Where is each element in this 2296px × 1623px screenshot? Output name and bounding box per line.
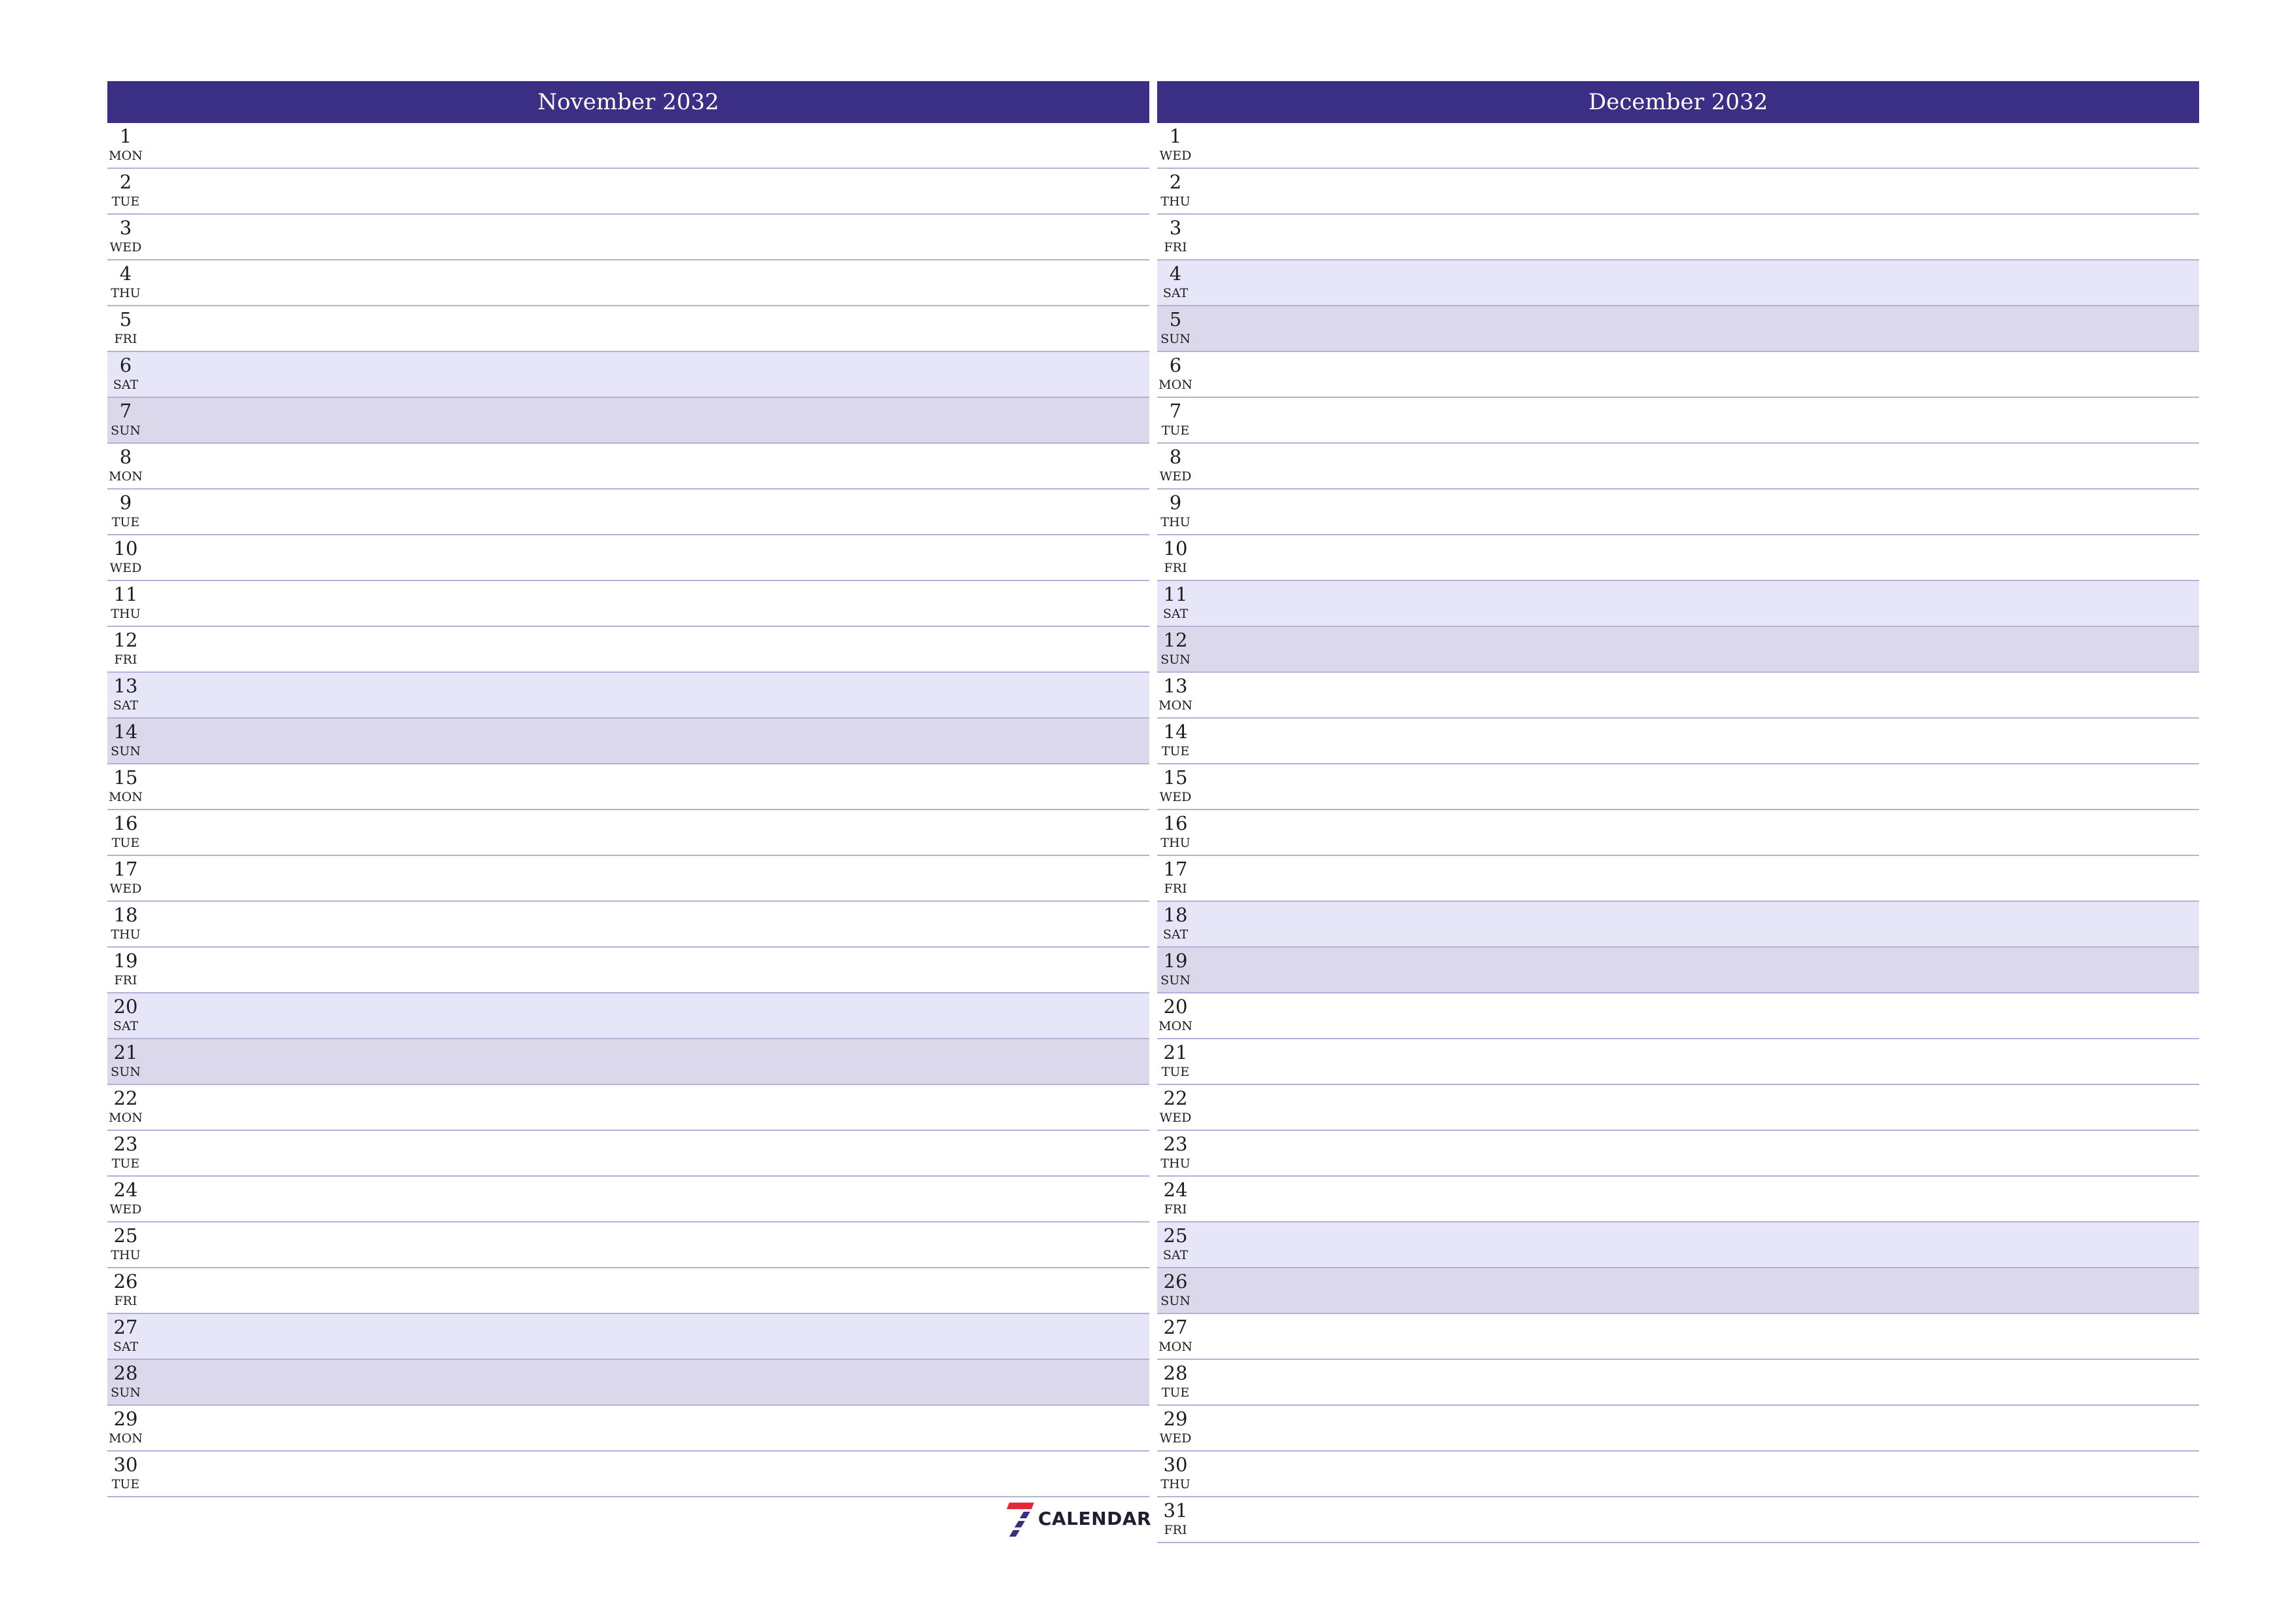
day-list xyxy=(1157,123,2199,1543)
weekday-label: TUE xyxy=(1161,1065,1190,1079)
weekday-label: SUN xyxy=(111,1385,141,1400)
weekday-label: WED xyxy=(1159,1431,1192,1446)
weekday-label: SAT xyxy=(113,1340,139,1354)
day-number: 18 xyxy=(1163,904,1188,926)
day-number: 12 xyxy=(1163,629,1188,651)
day-number: 20 xyxy=(1163,995,1188,1018)
day-number: 25 xyxy=(113,1224,138,1247)
weekday-label: TUE xyxy=(1161,1385,1190,1400)
weekday-label: WED xyxy=(109,1202,142,1217)
weekday-label: TUE xyxy=(111,1477,140,1491)
day-number: 26 xyxy=(1163,1270,1188,1293)
day-number: 10 xyxy=(1163,537,1188,560)
weekday-label: MON xyxy=(109,469,143,484)
day-row xyxy=(107,1085,1149,1131)
month-december xyxy=(1157,81,2199,1543)
day-row xyxy=(107,719,1149,764)
day-row xyxy=(107,993,1149,1039)
day-row xyxy=(107,444,1149,490)
day-row xyxy=(1157,306,2199,352)
weekday-label: SAT xyxy=(1162,286,1189,300)
weekday-label: FRI xyxy=(1164,561,1187,575)
day-number: 29 xyxy=(113,1408,138,1430)
month-title: November 2032 xyxy=(107,81,1149,123)
day-row xyxy=(107,1268,1149,1314)
weekday-label: WED xyxy=(1159,790,1192,804)
day-row xyxy=(107,581,1149,627)
day-number: 21 xyxy=(1163,1041,1188,1063)
day-number: 8 xyxy=(1169,446,1182,468)
day-row xyxy=(1157,719,2199,764)
weekday-label: FRI xyxy=(114,973,137,988)
day-number: 29 xyxy=(1163,1408,1188,1430)
day-row xyxy=(107,306,1149,352)
weekday-label: WED xyxy=(109,240,142,255)
day-number: 19 xyxy=(1163,950,1188,972)
day-number: 1 xyxy=(119,125,132,147)
day-row xyxy=(1157,398,2199,444)
day-number: 27 xyxy=(113,1316,138,1338)
day-number: 24 xyxy=(1163,1179,1188,1201)
day-number: 15 xyxy=(113,766,138,789)
day-row xyxy=(107,123,1149,169)
day-number: 13 xyxy=(1163,675,1188,697)
day-row xyxy=(107,352,1149,398)
weekday-label: TUE xyxy=(111,836,140,850)
weekday-label: MON xyxy=(109,790,143,804)
weekday-label: TUE xyxy=(1161,423,1190,438)
day-row xyxy=(1157,810,2199,856)
day-row xyxy=(1157,444,2199,490)
day-row xyxy=(1157,215,2199,260)
weekday-label: WED xyxy=(109,882,142,896)
day-row xyxy=(1157,948,2199,993)
weekday-label: WED xyxy=(1159,1111,1192,1125)
day-number: 3 xyxy=(119,217,132,239)
day-number: 6 xyxy=(119,354,132,376)
day-number: 8 xyxy=(119,446,132,468)
day-row xyxy=(107,490,1149,535)
day-row xyxy=(107,1039,1149,1085)
day-number: 4 xyxy=(1169,262,1182,285)
day-number: 18 xyxy=(113,904,138,926)
day-number: 22 xyxy=(1163,1087,1188,1109)
day-row xyxy=(107,1406,1149,1452)
weekday-label: SAT xyxy=(1162,927,1189,942)
weekday-label: SUN xyxy=(111,1065,141,1079)
weekday-label: TUE xyxy=(111,515,140,529)
weekday-label: FRI xyxy=(1164,882,1187,896)
day-number: 16 xyxy=(113,812,138,834)
weekday-label: MON xyxy=(1158,1019,1193,1033)
day-number: 23 xyxy=(113,1133,138,1155)
day-row xyxy=(107,1222,1149,1268)
weekday-label: MON xyxy=(1158,378,1193,392)
day-number: 30 xyxy=(1163,1454,1188,1476)
day-row xyxy=(1157,123,2199,169)
day-number: 2 xyxy=(1169,171,1182,193)
day-row xyxy=(107,260,1149,306)
weekday-label: SUN xyxy=(111,744,141,758)
day-row xyxy=(107,1131,1149,1177)
weekday-label: FRI xyxy=(114,332,137,346)
day-row xyxy=(1157,260,2199,306)
day-row xyxy=(1157,169,2199,215)
day-number: 2 xyxy=(119,171,132,193)
day-row xyxy=(1157,856,2199,902)
day-number: 17 xyxy=(113,858,138,880)
weekday-label: FRI xyxy=(114,1294,137,1308)
weekday-label: SAT xyxy=(113,1019,139,1033)
weekday-label: MON xyxy=(109,149,143,163)
weekday-label: THU xyxy=(111,927,141,942)
day-number: 14 xyxy=(113,721,138,743)
weekday-label: THU xyxy=(1160,836,1191,850)
day-row xyxy=(107,1360,1149,1406)
day-row xyxy=(107,398,1149,444)
weekday-label: SAT xyxy=(113,698,139,713)
day-row xyxy=(1157,1222,2199,1268)
weekday-label: TUE xyxy=(111,1156,140,1171)
weekday-label: THU xyxy=(111,607,141,621)
day-number: 30 xyxy=(113,1454,138,1476)
weekday-label: SUN xyxy=(1160,332,1191,346)
day-row xyxy=(1157,1131,2199,1177)
day-number: 10 xyxy=(113,537,138,560)
weekday-label: TUE xyxy=(111,194,140,209)
day-row xyxy=(1157,1406,2199,1452)
day-row xyxy=(1157,993,2199,1039)
day-row xyxy=(1157,1177,2199,1222)
day-row xyxy=(107,673,1149,719)
weekday-label: WED xyxy=(1159,149,1192,163)
day-row xyxy=(1157,1497,2199,1543)
weekday-label: MON xyxy=(109,1431,143,1446)
day-row xyxy=(1157,490,2199,535)
weekday-label: SUN xyxy=(1160,652,1191,667)
day-row xyxy=(107,627,1149,673)
day-number: 17 xyxy=(1163,858,1188,880)
weekday-label: SAT xyxy=(113,378,139,392)
day-row xyxy=(107,1314,1149,1360)
day-number: 12 xyxy=(113,629,138,651)
weekday-label: WED xyxy=(1159,469,1192,484)
day-number: 6 xyxy=(1169,354,1182,376)
day-row xyxy=(107,169,1149,215)
day-row xyxy=(107,1452,1149,1497)
weekday-label: FRI xyxy=(1164,1523,1187,1537)
day-number: 20 xyxy=(113,995,138,1018)
day-row xyxy=(1157,352,2199,398)
day-row xyxy=(1157,673,2199,719)
weekday-label: MON xyxy=(1158,698,1193,713)
day-row xyxy=(1157,1452,2199,1497)
day-number: 28 xyxy=(1163,1362,1188,1384)
day-row xyxy=(107,1177,1149,1222)
weekday-label: THU xyxy=(1160,515,1191,529)
day-list xyxy=(107,123,1149,1497)
day-number: 16 xyxy=(1163,812,1188,834)
weekday-label: FRI xyxy=(114,652,137,667)
day-row xyxy=(1157,535,2199,581)
day-row xyxy=(1157,1085,2199,1131)
logo-text: CALENDAR xyxy=(1038,1508,1152,1529)
weekday-label: SAT xyxy=(1162,607,1189,621)
day-row xyxy=(1157,1314,2199,1360)
day-number: 13 xyxy=(113,675,138,697)
month-november xyxy=(107,81,1149,1497)
day-number: 9 xyxy=(119,491,132,514)
day-number: 23 xyxy=(1163,1133,1188,1155)
day-number: 1 xyxy=(1169,125,1182,147)
day-row xyxy=(1157,1039,2199,1085)
weekday-label: THU xyxy=(111,286,141,300)
day-number: 15 xyxy=(1163,766,1188,789)
day-number: 21 xyxy=(113,1041,138,1063)
day-row xyxy=(107,810,1149,856)
weekday-label: THU xyxy=(1160,1156,1191,1171)
seven-calendar-logo-icon xyxy=(1007,1501,1037,1538)
day-number: 31 xyxy=(1163,1499,1188,1522)
day-row xyxy=(107,902,1149,948)
day-number: 7 xyxy=(119,400,132,422)
weekday-label: TUE xyxy=(1161,744,1190,758)
day-number: 26 xyxy=(113,1270,138,1293)
day-row xyxy=(107,856,1149,902)
day-number: 28 xyxy=(113,1362,138,1384)
day-row xyxy=(107,764,1149,810)
weekday-label: SAT xyxy=(1162,1248,1189,1262)
day-number: 5 xyxy=(119,308,132,330)
day-number: 11 xyxy=(113,583,138,605)
weekday-label: THU xyxy=(1160,1477,1191,1491)
day-number: 24 xyxy=(113,1179,138,1201)
day-number: 4 xyxy=(119,262,132,285)
day-row xyxy=(1157,764,2199,810)
day-number: 22 xyxy=(113,1087,138,1109)
weekday-label: MON xyxy=(1158,1340,1193,1354)
day-number: 5 xyxy=(1169,308,1182,330)
day-number: 3 xyxy=(1169,217,1182,239)
day-row xyxy=(107,535,1149,581)
day-row xyxy=(1157,581,2199,627)
day-row xyxy=(1157,1268,2199,1314)
weekday-label: THU xyxy=(1160,194,1191,209)
day-number: 27 xyxy=(1163,1316,1188,1338)
weekday-label: MON xyxy=(109,1111,143,1125)
weekday-label: SUN xyxy=(111,423,141,438)
day-number: 9 xyxy=(1169,491,1182,514)
day-row xyxy=(1157,1360,2199,1406)
day-row xyxy=(1157,627,2199,673)
day-number: 19 xyxy=(113,950,138,972)
weekday-label: FRI xyxy=(1164,240,1187,255)
weekday-label: THU xyxy=(111,1248,141,1262)
weekday-label: FRI xyxy=(1164,1202,1187,1217)
weekday-label: SUN xyxy=(1160,1294,1191,1308)
day-row xyxy=(107,948,1149,993)
weekday-label: SUN xyxy=(1160,973,1191,988)
day-number: 7 xyxy=(1169,400,1182,422)
brand-logo xyxy=(1007,1501,1152,1538)
day-row xyxy=(1157,902,2199,948)
day-number: 11 xyxy=(1163,583,1188,605)
day-number: 25 xyxy=(1163,1224,1188,1247)
month-title: December 2032 xyxy=(1157,81,2199,123)
weekday-label: WED xyxy=(109,561,142,575)
day-row xyxy=(107,215,1149,260)
day-number: 14 xyxy=(1163,721,1188,743)
